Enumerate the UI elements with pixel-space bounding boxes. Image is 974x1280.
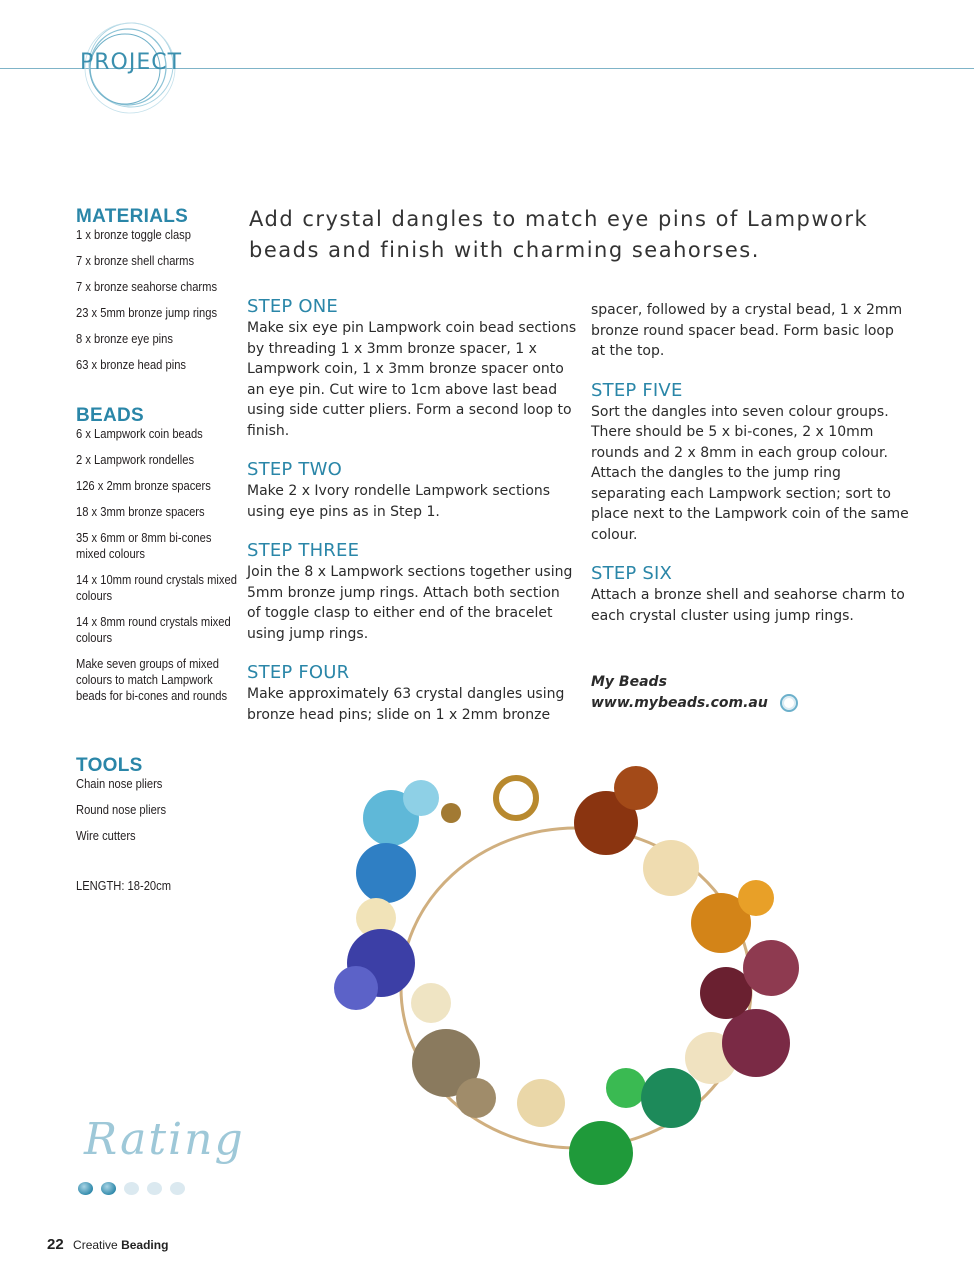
instructions-column-1: [247, 296, 577, 743]
intro-text: Add crystal dangles to match eye pins of Lampwork beads and finish with charming seahorses.: [249, 207, 869, 262]
end-mark-icon: [780, 694, 798, 712]
materials-title: MATERIALS: [76, 206, 189, 227]
rating-dot: [101, 1182, 116, 1195]
tools-item: Wire cutters: [76, 828, 136, 843]
materials-section: [76, 206, 246, 373]
tools-list: [76, 776, 266, 844]
beads-item: Make seven groups of mixed colours to match Lampwork beads for bi-cones and rounds: [76, 656, 228, 703]
step-title: STEP SIX: [591, 563, 673, 584]
step-body: Attach a bronze shell and seahorse charm to each crystal cluster using jump rings.: [591, 587, 905, 624]
step-body: Make approximately 63 crystal dangles using bronze head pins; slide on 1 x 2mm bronze: [247, 686, 565, 723]
materials-item: 1 x bronze toggle clasp: [76, 227, 191, 242]
beads-item: 2 x Lampwork rondelles: [76, 452, 195, 467]
instructions-column-2: [591, 300, 911, 714]
tools-item: Chain nose pliers: [76, 776, 163, 791]
section-label: PROJECT: [80, 50, 183, 75]
rating-dot: [147, 1182, 162, 1195]
step-body: spacer, followed by a crystal bead, 1 x 2mm bronze round spacer bead. Form basic loop at the top.: [591, 302, 903, 359]
beads-item: 6 x Lampwork coin beads: [76, 426, 203, 441]
beads-item: 14 x 10mm round crystals mixed colours: [76, 572, 237, 603]
beads-item: 14 x 8mm round crystals mixed colours: [76, 614, 231, 645]
magazine-name-bold: Beading: [121, 1238, 169, 1252]
rating-dot: [124, 1182, 139, 1195]
tools-section: [76, 755, 266, 854]
step-body: Make six eye pin Lampwork coin bead sections by threading 1 x 3mm bronze spacer, 1 x Lampwork coin, 1 x 3mm bronze spacer onto an eye pin. Cut wire to 1cm above last bead using side cutter pliers. Form a second loop to finish.: [247, 320, 577, 439]
rating-dot: [170, 1182, 185, 1195]
step-title: STEP THREE: [247, 540, 360, 561]
step-title: STEP FIVE: [591, 379, 683, 401]
step-body: Sort the dangles into seven colour groups. There should be 5 x bi-cones, 2 x 10mm rounds and 2 x 8mm in each group colour. Attach the dangles to the jump ring separating each Lampwork section; sort to place next to the Lampwork coin of the same colour.: [591, 403, 909, 543]
page-number: 22: [47, 1236, 64, 1253]
credit-url[interactable]: www.mybeads.com.au: [591, 695, 768, 711]
step-title: STEP TWO: [247, 459, 342, 480]
materials-item: 7 x bronze shell charms: [76, 253, 195, 268]
bracelet-photo: [326, 758, 836, 1210]
beads-item: 18 x 3mm bronze spacers: [76, 504, 205, 519]
materials-item: 23 x 5mm bronze jump rings: [76, 305, 218, 320]
step-body: Make 2 x Ivory rondelle Lampwork sections using eye pins as in Step 1.: [247, 483, 551, 520]
rating: [78, 1108, 258, 1198]
step-body: Join the 8 x Lampwork sections together using 5mm bronze jump rings. Attach both section of toggle clasp to either end of the bracelet using jump rings.: [247, 564, 573, 642]
length-note: LENGTH: 18-20cm: [76, 878, 172, 893]
beads-item: 35 x 6mm or 8mm bi-cones mixed colours: [76, 530, 212, 561]
materials-list: [76, 227, 246, 373]
materials-item: 63 x bronze head pins: [76, 357, 187, 372]
materials-item: 7 x bronze seahorse charms: [76, 279, 218, 294]
materials-item: 8 x bronze eye pins: [76, 331, 173, 346]
sidebar: [76, 206, 246, 893]
beads-item: 126 x 2mm bronze spacers: [76, 478, 211, 493]
rating-dot: [78, 1182, 93, 1195]
page-footer: [47, 1236, 168, 1253]
tools-title: TOOLS: [76, 755, 143, 776]
credit-name: My Beads: [591, 674, 667, 690]
credit: [591, 672, 911, 714]
tools-item: Round nose pliers: [76, 802, 167, 817]
step-title: STEP FOUR: [247, 662, 350, 683]
magazine-name-regular: Creative: [73, 1238, 118, 1252]
beads-list: [76, 426, 266, 704]
beads-section: [76, 405, 266, 714]
rating-label: Rating: [84, 1114, 245, 1165]
beads-title: BEADS: [76, 405, 145, 426]
step-title: STEP ONE: [247, 296, 338, 317]
rating-dots: [78, 1182, 185, 1195]
